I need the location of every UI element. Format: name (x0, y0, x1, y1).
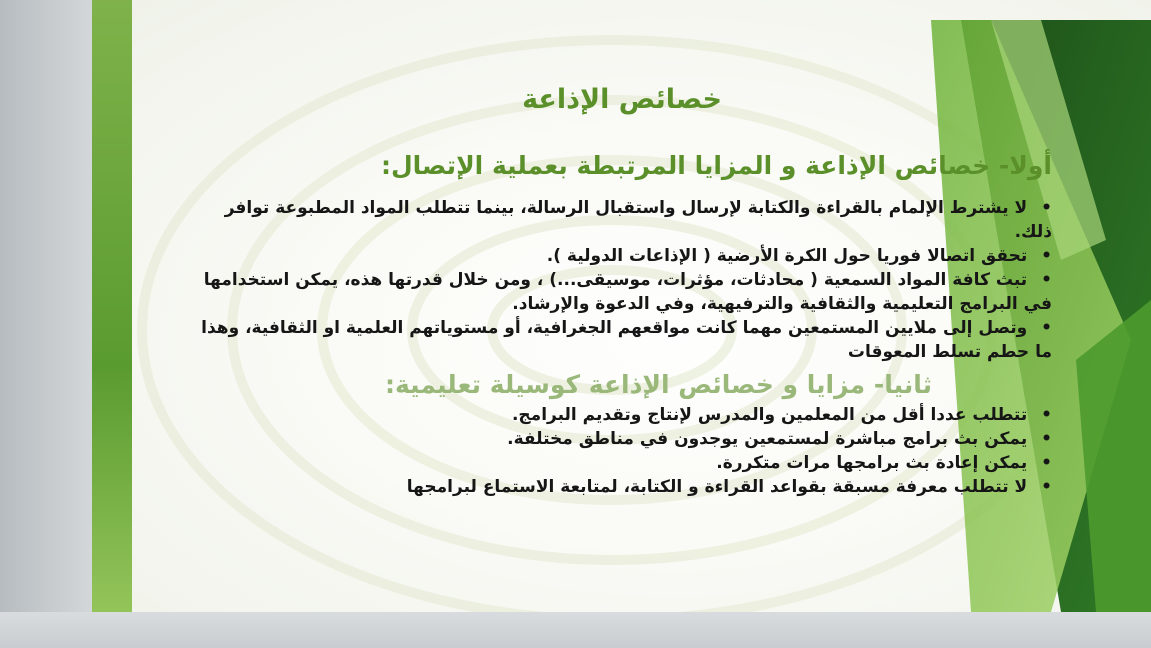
bullet-icon: • (1041, 429, 1052, 449)
list-item-text: تبث كافة المواد السمعية ( محادثات، مؤثرات، موسيقى...) ، ومن خلال قدرتها هذه، يمكن استخدامها في البرامج التعليمية والثقافية والترفيهية، وفي الدعوة والإرشاد. (203, 270, 1052, 314)
list-item-text: تتطلب عددا أقل من المعلمين والمدرس لإنتاج وتقديم البرامج. (511, 405, 1028, 425)
list-item (192, 316, 1052, 364)
list-item (192, 451, 1052, 475)
list-item (192, 427, 1052, 451)
bullet-icon: • (1041, 270, 1052, 290)
list-item (192, 403, 1052, 427)
list-item-text: تحقق اتصالا فوريا حول الكرة الأرضية ( الإذاعات الدولية ). (546, 246, 1028, 266)
section1-bullet-list (192, 196, 1052, 364)
slide-left-green-band (92, 0, 132, 612)
window-left-edge (0, 0, 92, 648)
list-item-text: يمكن إعادة بث برامجها مرات متكررة. (716, 453, 1028, 473)
monitor-bottom-frame (0, 612, 1151, 648)
list-item (192, 268, 1052, 316)
bullet-icon: • (1041, 405, 1052, 425)
list-item (192, 244, 1052, 268)
bullet-icon: • (1041, 318, 1052, 338)
section1-heading: أولا- خصائص الإذاعة و المزايا المرتبطة بعملية الإتصال: (380, 151, 1052, 180)
list-item-text: وتصل إلى ملايين المستمعين مهما كانت مواقعهم الجغرافية، أو مستوياتهم العلمية او الثقافية، وهذا ما حطم تسلط المعوقات (201, 318, 1052, 362)
slide-content (192, 70, 1052, 499)
list-item-text: لا تتطلب معرفة مسبقة بقواعد القراءة و الكتابة، لمتابعة الاستماع لبرامجها (406, 477, 1028, 497)
list-item (192, 196, 1052, 244)
bullet-icon: • (1041, 477, 1052, 497)
presentation-slide (92, 0, 1151, 612)
list-item-text: لا يشترط الإلمام بالقراءة والكتابة لإرسال واستقبال الرسالة، بينما تتطلب المواد المطبوعة توافر ذلك. (224, 198, 1052, 242)
section2-heading: ثانيا- مزايا و خصائص الإذاعة كوسيلة تعليمية: (384, 370, 932, 399)
list-item (192, 475, 1052, 499)
bullet-icon: • (1041, 453, 1052, 473)
slide-title: خصائص الإذاعة (522, 84, 722, 115)
bullet-icon: • (1041, 246, 1052, 266)
bullet-icon: • (1041, 198, 1052, 218)
section2-bullet-list (192, 403, 1052, 499)
list-item-text: يمكن بث برامج مباشرة لمستمعين يوجدون في مناطق مختلفة. (507, 429, 1028, 449)
